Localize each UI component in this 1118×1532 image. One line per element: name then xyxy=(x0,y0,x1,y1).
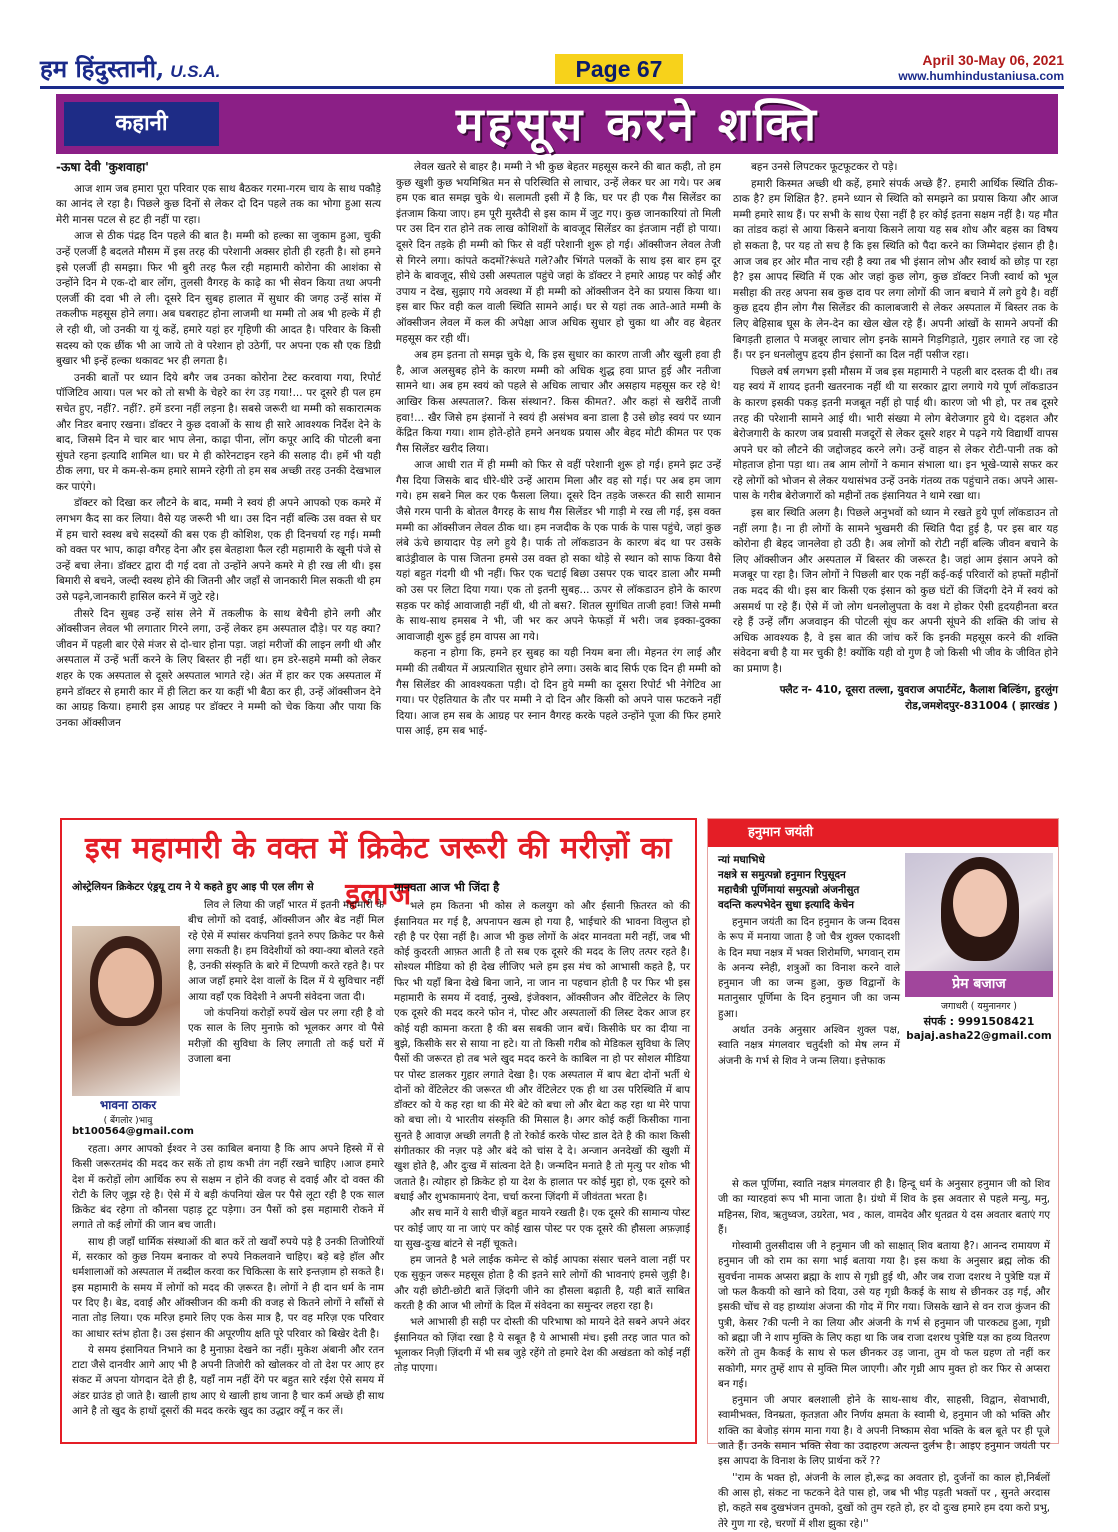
story-paragraph: पिछले वर्ष लगभग इसी मौसम में जब इस महामारी ने पहली बार दस्तक दी थी। तब यह स्वयं में शायद इतनी खतरनाक नहीं थी या सरकार द्वारा लगाये गये पूर्ण लॉकडाउन के कारण इसकी पकड़ इतनी मजबूत नहीं हो पाई थी। कारण जो भी हो, पर तब दूसरे तरह की परेशानी सामने आई थी। भारी संख्या मे लोग बेरोजगार हुये थे। दहशत और बेरोजगारी के कारण जब प्रवासी मजदूरों से लेकर दूसरे शहर मे पढ़ने गये विद्यार्थी वापस अपने घर को लौटने की जद्दोजहद करने लगे। उन्हें वाहन से लेकर रोटी-पानी तक को मोहताज होना पड़ा था। तब आम लोगों ने कमान संभाला था। इन भूखे-प्यासे सफर कर रहे लोगों को भोजन से लेकर यथासंभव उन्हें उनके गंतव्य तक पहुंचाने तक। अपने आस-पास के गरीब बेरोजगारों को महीनों तक इंसानियत ने थामे रखा था। xyxy=(733,365,1058,503)
article-paragraph: से कल पूर्णिमा, स्वाति नक्षत्र मंगलवार ही है। हिन्दू धर्म के अनुसार हनुमान जी को शिव जी का ग्यारहवां रूप भी माना जाता है। ग्रंथो में शिव के इस अवतार से पहले मन्यु, मनु, महिनस, शिव, ऋतुध्वज, उग्ररेता, भव , काल, वामदेव और धृतव्रत ये दस अवतार बताएं गए हैं। xyxy=(718,1179,1050,1236)
verse-line: वदन्ति कल्पभेदेन सुधा इत्यादि केचेन xyxy=(718,899,854,911)
story-column-2 xyxy=(396,160,721,802)
article-paragraph: जो कंपनियां करोड़ों रुपयें खेल पर लगा रही है वो एक साल के लिए मुनाफ़े को भूलकर अगर वो पैसे मरीज़ों की सुविधा के लिए लगाती तो कई घरों में उजाला बना xyxy=(188,1008,384,1065)
article-paragraph: हनुमान जयंती का दिन हनुमान के जन्म दिवस के रूप में मनाया जाता है जो चैत्र शुक्ल एकादशी के दिन मघा नक्षत्र में भक्त शिरोमणि, भगवान् राम के अनन्य स्नेही, शत्रुओं का विनाश करने वाले हनुमान जी का जन्म हुआ, कुछ विद्वानों के मतानुसार पूर्णिमा के दिन हनुमान जी का जन्म हुआ। xyxy=(718,917,900,1020)
page-number: Page 67 xyxy=(555,54,683,84)
newspaper-brand xyxy=(40,52,220,85)
masthead xyxy=(0,0,1118,92)
verse-line: महाचैत्री पूर्णिमायां समुत्पन्नो अंजनीसुत xyxy=(718,884,860,896)
author-phone: संपर्क : 9991508421 xyxy=(923,1015,1035,1028)
verse-line: नक्षत्रे स समुत्पन्नो हनुमान रिपुसूदन xyxy=(718,869,846,881)
masthead-rule xyxy=(40,86,1064,89)
article-paragraph: लिव ले लिया की जहाँ भारत में इतनी महामारी के बीच लोगों को दवाई, ऑक्सीजन और बेड नहीं मिल रहे ऐसे में स्पांसर कंपनियां इतने रुपए क्रिकेट पर कैसे लगा सकती है। हम विदेशीयों को क्या-क्या बोलते रहते है, उनकी संस्कृति के बारे में टिप्पणी करते रहते है। पर आज जहाँ हमारे देश वालों के दिल में ये सुविचार नहीं आया वहाँ एक विदेशी ने अपनी संवेदना जता दी। xyxy=(188,900,384,1003)
main-story xyxy=(56,160,1058,802)
cricket-column-1 xyxy=(72,1142,384,1438)
story-paragraph: बहन उनसे लिपटकर फूटफूटकर रो पड़े। xyxy=(751,161,898,173)
hanuman-intro xyxy=(718,853,900,1175)
story-paragraph: अब हम इतना तो समझ चुके थे, कि इस सुधार का कारण ताजी और खुली हवा ही है, आज अलसुबह होने के कारण मम्मी को अधिक शुद्ध हवा प्राप्त हुई और नतीजा सामने था। अब हम स्वयं को पहले से अधिक लाचार और असहाय महसूस कर रहे थे! आखिर किस अस्पताल?. किस संस्थान?. किस कीमत?. और कहां से खरीदें ताजी हवा!... खैर जिसे हम इंसानों ने स्वयं ही असंभव बना डाला है उसे छोड़ स्वयं पर ध्यान केंद्रित किया गया। शाम होते-होते हमने अनथक प्रयास और बेहद मोटी कीमत पर एक गैस सिलेंडर खरीद लिया। xyxy=(396,349,721,455)
article-paragraph: साथ ही जहाँ धार्मिक संस्थाओं की बात करें तो खर्वों रुपये पड़े है उनकी तिजोरियों में, सरकार को कुछ नियम बनाकर वो रुपये निकलवाने चाहिए। बड़े बड़े हॉल और धर्मशालाओं को अस्पताल में तब्दील करवा कर चिकित्सा के सारे इन्तज़ाम हो सकते है। इस महामारी के समय में लोगों को मदद की ज़रूरत है। लोगों ने ही दान धर्म के नाम पर दिए है। बेड, दवाई और ऑक्सीजन की कमी की वजह से कितने लोगों ने साँसों से नाता तोड़ लिया। एक मरिज़ हमारे लिए एक केस मात्र है, पर वह मरिज़ एक परिवार का आधार स्तंभ होता है। उस इंसान की अपूरणीय क्षति पूरे परिवार को बिखेर देती है। xyxy=(72,1236,384,1340)
issue-date: April 30-May 06, 2021 xyxy=(922,52,1064,68)
article-paragraph: हनुमान जी अपार बलशाली होने के साथ-साथ वीर, साहसी, विद्वान, सेवाभावी, स्वामीभक्त, विनम्रता, कृतज्ञता और निर्णय क्षमता के स्वामी थे, हनुमान जी को भक्ति और शक्ति का बेजोड़ संगम माना गया है। वे अपनी निष्काम सेवा भक्ति के बल बूते पर ही पूजे जाते हैं। उनके समान भक्ति सेवा का उदाहरण अत्यन्त दुर्लभ है। आइए हनुमान जयंती पर इस आपदा के विनाश के लिए प्रार्थना करें ?? xyxy=(718,1395,1050,1468)
brand-suffix: U.S.A. xyxy=(170,62,221,81)
author-info xyxy=(905,999,1053,1044)
story-title: महसूस करने शक्ति xyxy=(456,97,820,151)
story-paragraph: डॉक्टर को दिखा कर लौटने के बाद, मम्मी ने स्वयं ही अपने आपको एक कमरे में लगभग कैद सा कर लिया। वैसे यह जरूरी भी था। उस दिन नहीं बल्कि उस वक्त से घर में हम चारो स्वस्थ बचे सदस्यों की बस एक ही कोशिश, एक ही दिनचर्या रह गई। मम्मी को वक्त पर भाप, काढ़ा वगैरह देना और इस बेतहाशा फैल रही महामारी के खूनी पंजे से उन्हें बचा लेना। डॉक्टर द्वारा दी गई दवा तो उन्होंने अपने कमरे मे ही रख ली थी। इस बिमारी से बचने, जल्दी स्वस्थ होने की जितनी और जहाँ से जानकारी मिल सकती थी हम उसे पढ़ने,जानकारी हासिल करने में जुटे रहे। xyxy=(56,497,381,604)
brand-name: हम हिंदुस्तानी, xyxy=(40,54,165,83)
cricket-column-2 xyxy=(394,880,690,1438)
author-photo xyxy=(72,926,180,1096)
story-paragraph: उनकी बातों पर ध्यान दिये बगैर जब उनका कोरोना टेस्ट करवाया गया, रिपोर्ट पॉजिटिव आया। पल भर को तो सभी के चेहरे का रंग उड़ गया!... पर दूसरे ही पल हम सचेत हुए, नहीं?. नहीं?. हमें डरना नहीं लड़ना है। सबसे जरूरी था मम्मी को सकारात्मक और निडर बनाए रखना। डॉक्टर ने कुछ दवाओं के साथ ही सारे आवश्यक निर्देश देने के बाद, जिसमे दिन मे चार बार भाप लेना, काढ़ा पीना, लोंग कपूर आदि की पोटली बना सुंघते रहना इत्यादि शामिल था। घर मे ही कोरेनटाइन रहने की सलाह दी। हमें भी यही ठीक लगा, घर मे कम-से-कम हमारे सामने रहेगी तो हम सब अच्छी तरह उनकी देखभाल कर पाएंगे। xyxy=(56,371,381,493)
story-paragraph: हमारी किस्मत अच्छी थी कहें, हमारे संपर्क अच्छे हैं?. हमारी आर्थिक स्थिति ठीक-ठाक है? हम शिक्षित है?. हमने ध्यान से स्थिति को समझने का प्रयास किया और आज मम्मी हमारे साथ हैं। पर सभी के साथ ऐसा नहीं है हर कोई इतना सक्षम नहीं है। यह मौत का तांडव कहां से आया किसने बनाया किसने लाया यह सब शोध और बहस का विषय हो सकता है, पर यह तो सच है कि इस स्थिति को पैदा करने का जिम्मेदार इंसान ही है। आज जब हर ओर मौत नाच रही है क्या तब भी इंसान लोभ और स्वार्थ को छोड़ पा रहा है? इस आपद स्थिति में एक ओर जहां कुछ लोग, कुछ डॉक्टर निजी स्वार्थ को भूल मसीहा की तरह अपना सब कुछ दाव पर लगा लोगों की जान बचाने में लगे हुये है। वहीं कुछ हृदय हीन लोग गैस सिलेंडर की कालाबजारी से लेकर अस्पताल में बिस्तर तक के लिए बेहिसाब घूस के लेन-देन का खेल खेल रहे हैं। अपनी आंखों के सामने अपनों की बिगड़ती हालात पे मजबूर लाचार लोग इनके सामने गिड़गिड़ाते, गुहार लगाते रह जा रहे हैं। पर इन धनलोलुप हृदय हीन इंसानों का दिल नहीं पसीज रहा। xyxy=(733,177,1058,362)
story-paragraph: आज से ठीक पंद्रह दिन पहले की बात है। मम्मी को हल्का सा जुकाम हुआ, चुकी उन्हें एलर्जी है बदलते मौसम में इस तरह की परेशानी अक्सर होती ही रहती है। सो हमने इसे एलर्जी ही समझा। फिर भी बुरी तरह फैल रही महामारी कोरोना की आशंका से उन्होंने दिन मे एक-दो बार लोंग, तुलसी वैगरह के काढ़े का भी सेवन किया तथा अपनी एलर्जी की दवा भी ले ली। दूसरे दिन सुबह हालात में सुधार की जगह उन्हें सांस में तकलीफ महसूस होने लगा। अब घबराहट होना लाजमी था मम्मी तो अब भी हल्के में ही ले रही थी, जो उनकी या यूं कहें, हमारे यहां हर गृहिणी की आदत है। परिवार के किसी सदस्य को एक छींक भी आ जाये तो वे परेशान हो उठेगीं, पर अपना एक सौ एक डिग्री बुखार भी इन्हें हल्का थकावट भर ही लगता है। xyxy=(56,230,381,368)
story-paragraph: कहना न होगा कि, हमने हर सुबह का यही नियम बना ली। मेहनत रंग लाई और मम्मी की तबीयत में अप्रत्याशित सुधार होने लगा। उसके बाद सिर्फ एक दिन ही मम्मी को गैस सिलेंडर की आवश्यकता पड़ी। दो दिन हुये मम्मी का दूसरा रिपोर्ट भी नेगेटिव आ गया। पर ऐहतियात के तौर पर मम्मी ने दो दिन और किसी को अपने पास फटकने नहीं दिया। आज हम सब के आग्रह पर स्नान वैगरह करके पहले उन्होंने पूजा की फिर हमारे पास आई, हम सब भाई- xyxy=(396,647,721,738)
author-address: फ्लैट न- 410, दूसरा तल्ला, युवराज अपार्टमेंट, कैलाश बिल्डिंग, हुरलुंग रोड,जमशेदपुर-831004 ( झारखंड ) xyxy=(779,683,1058,712)
article-paragraph: और सच मानें ये सारी चीज़ें बहुत मायने रखती है। एक दूसरे की सामान्य पोस्ट पर कोई जाए या ना जाएं पर कोई खास पोस्ट पर एक दूसरे की हौसला अफ़ज़ाई या सुख-दुःख बांटने से नहीं चूकते। xyxy=(394,1208,690,1250)
verse-line: न्यां मघाभिधे xyxy=(718,854,765,866)
article-paragraph: रहता। अगर आपको ईश्वर ने उस काबिल बनाया है कि आप अपने हिस्से में से किसी जरूरतमंद की मदद कर सकें तो हाथ कभी तंग नहीं रखने चाहिए ।आज हमारे देश में करोड़ों लोग आर्थिक रुप से सक्षम न होने की वजह से दवाई और दो वक्त की रोटी के लिए जूझ रहे है। ऐसे में ये बड़ी कंपनियां खेल पर पैसे लूटा रही है एक साल क्रिकेट बंद रहेगा तो कौनसा पहाड़ टूट पड़ेगा। उन पैसों को इस महामारी रोकने में लगाते तो कई लोगों की जान बच जाती। xyxy=(72,1144,384,1232)
author-email[interactable]: bt100564@gmail.com xyxy=(72,1126,194,1137)
cricket-side-column xyxy=(188,898,384,1140)
author-email[interactable]: bajaj.asha22@gmail.com xyxy=(906,1030,1052,1042)
story-column-1 xyxy=(56,160,381,802)
photo-face xyxy=(953,869,1007,937)
article-paragraph: भले हम कितना भी कोस ले कलयुग को और ईसानी फ़ितरत को की ईसानियत मर गई है, अपनापन खत्म हो गया है, भाईचारे की भावना विलुप्त हो रही है पर ऐसा नहीं है। आज भी कुछ लोगों के अंदर मानवता मरी नहीं, जब भी कोई कुदरती आफ़त आती है तो सब एक दूसरे की मदद के लिए तत्पर रहते है। सोश्यल मीडिया को ही देख लीजिए भले हम इस मंच को आभासी कहते है, पर फिर भी यहाँ बिना देखे बिना जाने, ना जान ना पहचान होती है पर फिर भी इस महामारी के समय में दवाई, नुस्खे, इंजेक्शन, ऑक्सीजन और वेंटिलेटर के लिए एक दूसरे की मदद करने फोन नं, पोस्ट और अस्पतालों की लिस्ट देकर आज हर कोई यही कामना करता है की बस सबकी जान बचें। किसीके घर का दीया ना बुझे, किसीके सर से साया ना हटे। या तो किसी गरीब को मेडिकल सुविधा के लिए पैसों की जरूरत हो तब भले खुद मदद करने के काबिल ना हो पर सोशल मीडिया पर पोस्ट डालकर गुहार लगाते देखा है। एक अस्पताल में बाप बेटा दोनों भर्ती थे दोनों को वेंटिलेटर की जरूरत थी और वेंटिलेटर एक ही था उस परिस्थिति में बाप डॉक्टर को ये कह रहा था की मेरे बेटे को बचा लो और बेटा कह रहा था मेरे पापा को बचा लो। ये भारतीय संस्कृति की मिसाल है। अगर कोई कहीं किसीका गाना सुनते है आवाज़ अच्छी लगती है तो रेकोर्ड करके पोस्ट डाल देते है की काश किसी संगीतकार की नज़र पड़े और बंदे को चांस दे दे। अन्जान अनदेखों की खुशी में खुश होते है, और दुःख में सांत्वना देते है। जन्मदिन मनाते है तो मृत्यु पर शोक भी जताते है। त्योहार हो क्रिकेट हो या देश के हालात पर कोई मुद्दा हो, एक दूसरे को बधाई और शुभकामनाएं देना, चर्चा करना ज़िंदगी में जीवंतता भरता है। xyxy=(394,901,690,1203)
story-paragraph: लेवल खतरे से बाहर है। मम्मी ने भी कुछ बेहतर महसूस करने की बात कही, तो हम कुछ खुशी कुछ भयमिश्रित मन से परिस्थिति से लाचार, उन्हें लेकर घर आ गये। पर अब हम एक बात समझ चुके थे। सलामती इसी में है कि, घर पर ही एक गैस सिलेंडर का इंतजाम किया जाए। हम पूरी मुस्तैदी से इस काम में जुट गए। कुछ जानकारियां तो मिली पर उस दिन रात होने तक लाख कोशिशों के बावजूद सिलेंडर का इंतजाम नहीं हो पाया। दूसरे दिन तड़के ही मम्मी को फिर से वहीं परेशानी शुरू हो गई। ऑक्सीजन लेवल तेजी से गिरने लगा। कांपते कदमों?रूंधते गले?और भिंगते पलकों के साथ इस बार हम दूर होने के बावजूद, सीधे उसी अस्पताल पहुंचे जहां के डॉक्टर ने हमारे आग्रह पर कोई और उपाय न देख, सुझाए गये अवस्था में ही मम्मी को ऑक्सीजन देने का प्रयास किया था। इस बार फिर वही कल वाली स्थिति सामने आई। घर से यहां तक आते-आते मम्मी के ऑक्सीजन लेवल में कल की अपेक्षा आज अधिक सुधार हो चुका था और वह बेहतर महसूस कर रही थीं। xyxy=(396,161,721,345)
sub-heading: मानवता आज भी जिंदा है xyxy=(394,880,500,894)
section-tag: कहानी xyxy=(64,102,219,146)
article-paragraph: हम जानते है भले लाईक कमेन्ट से कोई आपका संसार चलने वाला नहीं पर एक सुकून जरूर महसूस होता है की इतने सारे लोगों की भावनाएं हमसे जुड़ी है। और यही छोटी-छोटी बातें ज़िंदगी जीने का हौसला बढ़ाती है, यही बातें साबित करती है की आज भी लोगों के दिल में संवेदना का समुन्दर लहरा रहा है। xyxy=(394,1255,690,1313)
story-column-3 xyxy=(733,160,1058,802)
cricket-article xyxy=(60,818,697,1444)
article-paragraph: अर्थात उनके अनुसार अश्विन शुक्ल पक्ष, स्वाति नक्षत्र मंगलवार चतुर्दशी को मेष लग्न में अंजनी के गर्भ से शिव ने जन्म लिया। इत्तेफाक xyxy=(718,1025,900,1067)
author-city: जगाधरी ( यमुनानगर ) xyxy=(941,1001,1017,1012)
hanuman-title: हनुमान जयंती xyxy=(708,819,1058,847)
sanskrit-verse xyxy=(718,853,900,913)
story-paragraph: तीसरे दिन सुबह उन्हें सांस लेने में तकलीफ के साथ बेचैनी होने लगी और ऑक्सीजन लेवल भी लगातार गिरने लगा, उन्हें लेकर हम अस्पताल दौड़े। पर यह क्या? जीवन में पहली बार ऐसे मंजर से दो-चार होना पड़ा. जहां मरीजों की लाइन लगी थी और अस्पताल में उन्हें भर्ती करने के लिए बिस्तर ही नहीं था। हम डरे-सहमे मम्मी को लेकर शहर के एक अस्पताल से दूसरे अस्पताल भागते रहे। अंत में हार कर एक अस्पताल में हमने डॉक्टर से हमारी कार में ही लिटा कर या कहीं भी बैठा कर ही, उन्हें ऑक्सीजन देने का आग्रह किया। हमारी इस आग्रह पर डॉक्टर ने मम्मी को चेक किया और पाया कि उनका ऑक्सीजन xyxy=(56,607,381,729)
article-paragraph: गोस्वामी तुलसीदास जी ने हनुमान जी को साक्षात् शिव बताया है?। आनन्द रामायण में हनुमान जी को राम का सगा भाई बताया गया है। इस कथा के अनुसार ब्रह्म लोक की सुवर्चना नामक अप्सरा ब्रह्मा के शाप से गृध्री हुई थी, और जब राजा दशरथ ने पुत्रेष्टि यज्ञ में जो फल कैकयी को खाने को दिया, उसे यह गृध्री कैकई के साथ से छीनकर उड़ गई, और इसकी चोंच से वह हाथ्यांश अंजना की गोद में गिर गया। जिसके खाने से वन राज कुंजन की पुत्री, केसर ?की पत्नी ने का लिया और अंजनी के गर्भ से हनुमान जी पारकट्य हुआ, गृध्री को ब्रह्मा जी ने शाप मुक्ति के लिए कहा था कि जब राजा दशरथ पुत्रेष्टि यज्ञ का हव्य वितरण करेंगे तो तुम कैकई के साथ से फल छीनकर उड़ जाना, तुम वो फल ग्रहण तो नहीं कर सकोगी, मगर तुम्हें शाप से मुक्ति मिल जाएगी। और गृध्री आप मुक्त हो कर फिर से अप्सरा बन गई। xyxy=(718,1241,1050,1390)
story-paragraph: आज शाम जब हमारा पूरा परिवार एक साथ बैठकर गरमा-गरम चाय के साथ पकौड़े का आनंद ले रहा है। पिछले कुछ दिनों से लेकर दो दिन पहले तक का भोगा हुआ सत्य मेरी मानस पटल से हट ही नहीं पा रहा। xyxy=(56,182,381,226)
author-name: भावना ठाकर xyxy=(99,1098,157,1112)
story-banner xyxy=(56,94,1058,154)
hanuman-article xyxy=(707,818,1059,1530)
author-name: प्रेम बजाज xyxy=(905,971,1053,997)
photo-face xyxy=(98,948,154,1018)
author-photo xyxy=(905,853,1053,971)
article-paragraph: ये समय इंसानियत निभाने का है मुनाफ़ा देखने का नहीं। मुकेश अंबानी और रतन टाटा जैसे दानवीर आगे आए भी है अपनी तिजोरी को खोलकर वो तो देश पर आए हर संकट में अपना योगदान देते ही है, यहाँ नाम नहीं देंगे पर बहुत सारे रईश ऐसे समय में अंडर ग्राउंड हो जाते है। खाली हाथ आए थे खाली हाथ जाना है चार कर्म अच्छे ही साथ आने है तो खुद के हाथों दूसरों की मदद करके खुद का उद्धार क्यूँ न कर लें। xyxy=(72,1344,384,1418)
author-city: ( बेंगलोर )भावु xyxy=(103,1116,153,1126)
story-byline: -ऊषा देवी 'कुशवाहा' xyxy=(56,160,149,174)
hanuman-body xyxy=(718,1177,1050,1530)
story-paragraph: आज आधी रात में ही मम्मी को फिर से वहीं परेशानी शुरू हो गई। हमने झट उन्हें गैस दिया जिसके बाद धीरे-धीरे उन्हें आराम मिला और वह सो गई। पर अब हम जाग गये। हम सबने मिल कर एक फैसला लिया। दूसरे दिन तड़के जरूरत की सारी सामान जैसे गरम पानी के बोतल वैगरह के साथ गैस सिलेंडर भी गाड़ी मे रख ली गई, इस वक्त मम्मी का ऑक्सीजन लेवल ठीक था। हम नजदीक के एक पार्क के पास पहुंचे, जहां कुछ लंबे ऊंचे छायादार पेड़ लगे हुये है। पार्क तो लॉकडाउन के कारण बंद था पर उसके बाउंड्रीवाल के पास जितना हमसे उस वक्त हो सका थोड़े से स्थान को साफ किया वैसे यहां बहुत गंदगी थी भी नहीं। फिर एक चटाई बिछा उसपर एक चादर डाला और मम्मी को उस पर लिटा दिया गया। एक तो इतनी सुबह... ऊपर से लॉकडाउन होने के कारण सड़क पर कोई आवाजाही नहीं थी, थी तो बस?. शितल सुगंधित ताजी हवा! जिसे मम्मी के साथ-साथ हमसब ने भी, जी भर कर अपने फेफड़ों में भरी। जब इक्का-दुक्का आवाजाही शुरू हुई हम वापस आ गये। xyxy=(396,459,721,643)
prayer-text: ''राम के भक्त हो, अंजनी के लाल हो,रूद्र का अवतार हो, दुर्जनों का काल हो,निर्बलों की आस हो, संकट ना फटकने देते पास हो, जब भी भीड़ पड़ती भक्तों पर , सुनते अरदास हो, कहते सब दुखभंजन तुमको, दुखों को तुम रहते हो, हर दो दुःख हमारे हम दया करो प्रभु, तेरे गुण गा रहे, चरणों में शीश झुका रहे।'' xyxy=(718,1472,1050,1530)
author-caption xyxy=(72,1096,194,1137)
article-paragraph: भले आभासी ही सही पर दोस्ती की परिभाषा को मायने देते सबने अपने अंदर ईसानियत को ज़िंदा रखा है ये सबूत है ये आभासी मंच। इसी तरह जात पात को भूलाकर निज़ी ज़िंदगी में भी सब जुड़े रहेंगे तो हमारे देश की अखंडता को कोई नहीं तोड़ पाएगा। xyxy=(394,1317,690,1375)
cricket-headline: इस महामारी के वक्त में क्रिकेट जरूरी की मरीज़ों का इलाज xyxy=(85,831,672,912)
cricket-lead: ओस्ट्रेलियन क्रिकेटर एंड्रयू टाय ने ये कहते हुए आइ पी एल लीग से xyxy=(72,882,314,893)
story-paragraph: इस बार स्थिति अलग है। पिछले अनुभवों को ध्यान मे रखते हुये पूर्ण लॉकडाउन तो नहीं लगा है। ना ही लोगों के सामने भुखमरी की स्थिति पैदा हुई है, पर इस बार यह कोरोना ही बेहद जानलेवा हो उठी है। अब लोगों को रोटी नहीं बल्कि जीवन बचाने के लिए ऑक्सीजन और अस्पताल में बिस्तर की जरूरत है। जहां आम इंसान अपने को मजबूर पा रहा है। जिन लोगों ने पिछली बार एक नहीं कई-कई परिवारों को हफ्तों महीनों तक मदद की थी। इस बार किसी एक इंसान को कुछ घंटों की जिंदगी देने में स्वयं को असमर्थ पा रहे हैं। ऐसे में जो लोग धनलोलुपता के वश मे होकर ऐसी हृदयहीनता बरत रहे हैं उन्हें लौंग अजवाइन की पोटली सूंघ कर अपनी सूंघने की शक्ति की जांच से अधिक आवश्यक है, वे इस बात की जांच करें कि इनकी महसूस करने की शक्ति संवेदना बची है या मर चुकी है! क्योंकि यही वो गुण है जो किसी भी जीव के जीवित होने का प्रमाण है। xyxy=(733,507,1058,675)
website-link[interactable]: www.humhindustaniusa.com xyxy=(898,69,1064,83)
